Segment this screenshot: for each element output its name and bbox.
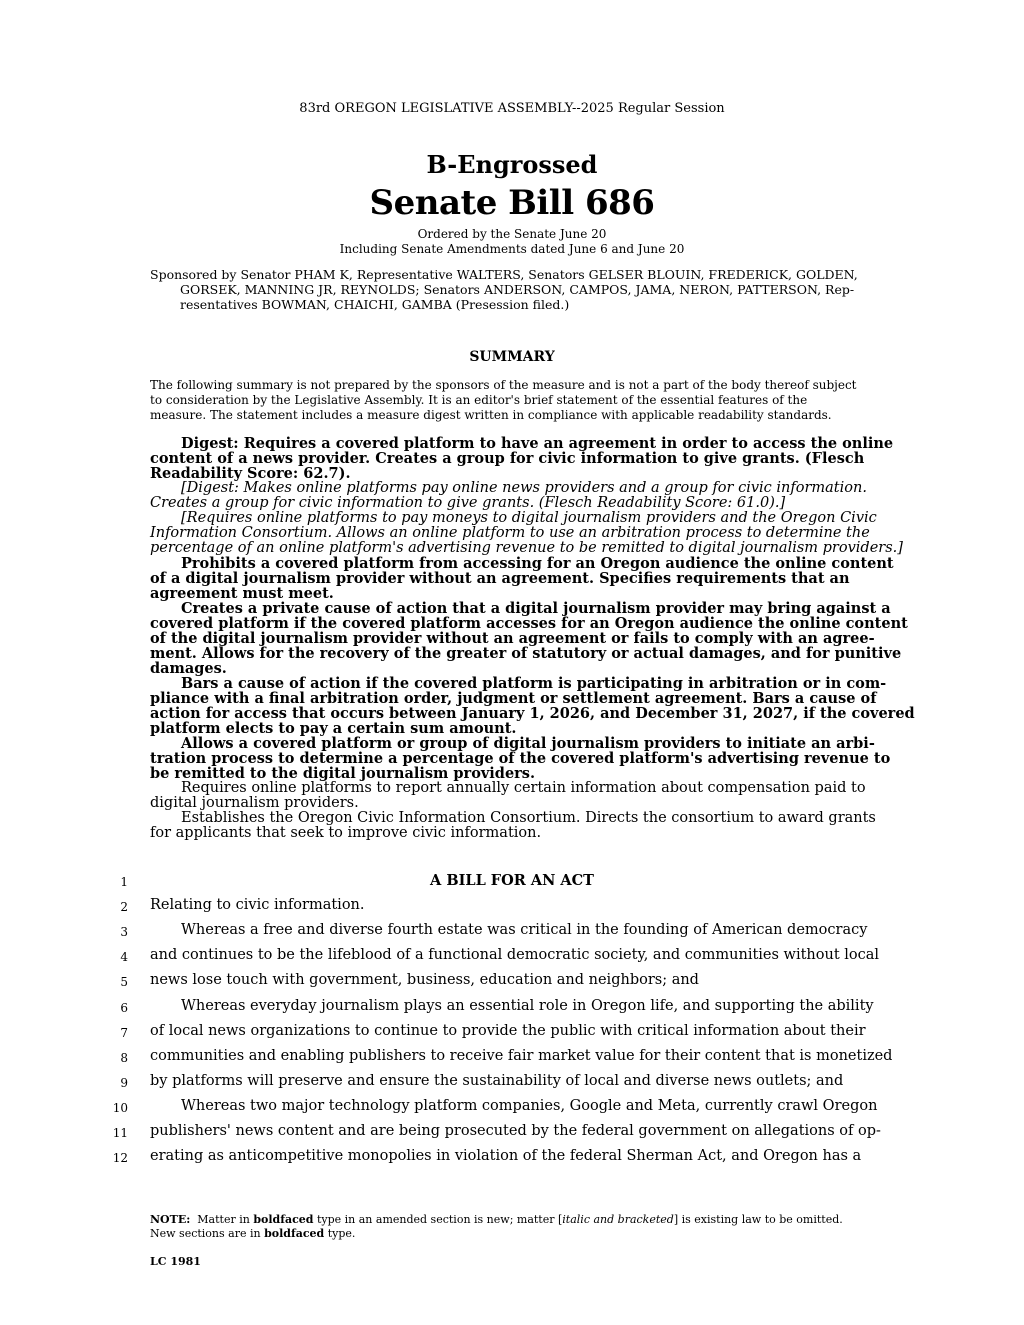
line-number: 7 — [120, 1026, 128, 1040]
bill-text-line: news lose touch with government, business, education and neighbors; and — [150, 972, 699, 988]
note-text: type in an amended section is new; matter [ — [316, 1213, 563, 1226]
digest-line: pliance with a final arbitration order, judgment or settlement agreement. Bars a cause of — [150, 690, 877, 707]
sponsors-line: Sponsored by Senator PHAM K, Representative WALTERS, Senators GELSER BLOUIN, FREDERICK, GOLDEN, — [150, 267, 858, 282]
digest-line: agreement must meet. — [150, 585, 334, 602]
digest-line: [Digest: Makes online platforms pay online news providers and a group for civic information. — [181, 480, 867, 496]
digest-line: Information Consortium. Allows an online platform to use an arbitration process to determine the — [150, 525, 870, 541]
summary-intro-line: to consideration by the Legislative Assembly. It is an editor's brief statement of the essential features of the — [150, 393, 808, 407]
line-number: 2 — [120, 900, 128, 914]
digest-line: Bars a cause of action if the covered platform is participating in arbitration or in com- — [181, 675, 887, 692]
sponsors-line: resentatives BOWMAN, CHAICHI, GAMBA (Presession filed.) — [180, 297, 570, 312]
ordered-info — [0, 227, 1024, 257]
digest-line: Establishes the Oregon Civic Information Consortium. Directs the consortium to award grants — [181, 810, 876, 826]
measure-digest — [150, 435, 915, 841]
line-number: 1 — [120, 875, 128, 889]
amendments-line: Including Senate Amendments dated June 6 and June 20 — [339, 242, 685, 256]
digest-line: digital journalism providers. — [150, 795, 359, 811]
note-italic-words: italic and bracketed — [562, 1213, 674, 1226]
digest-line: content of a news provider. Creates a group for civic information to give grants. (Flesch — [150, 450, 865, 467]
bill-text-line: of local news organizations to continue to provide the public with critical information about their — [150, 1023, 866, 1039]
note-label: NOTE: — [150, 1213, 191, 1226]
line-number: 9 — [120, 1076, 128, 1090]
bill-text-line: publishers' news content and are being prosecuted by the federal government on allegations of op- — [150, 1123, 881, 1139]
bill-text-line: and continues to be the lifeblood of a functional democratic society, and communities without local — [150, 947, 880, 963]
line-number: 12 — [112, 1151, 128, 1165]
summary-intro — [150, 378, 895, 423]
digest-line: for applicants that seek to improve civic information. — [150, 825, 542, 841]
digest-line: [Requires online platforms to pay moneys to digital journalism providers and the Oregon Civic — [181, 510, 877, 526]
summary-heading: SUMMARY — [469, 349, 555, 365]
summary-intro-line: The following summary is not prepared by the sponsors of the measure and is not a part of the body thereof subject — [150, 378, 857, 392]
bill-text-line: Whereas everyday journalism plays an essential role in Oregon life, and supporting the ability — [181, 998, 874, 1014]
note-text: New sections are in — [150, 1227, 261, 1240]
digest-line: Creates a private cause of action that a digital journalism provider may bring against a — [181, 600, 891, 617]
line-number: 4 — [120, 950, 128, 964]
bill-title: Senate Bill 686 — [369, 183, 655, 223]
bill-text-line: Relating to civic information. — [150, 897, 365, 913]
digest-line: ment. Allows for the recovery of the greater of statutory or actual damages, and for punitive — [150, 645, 902, 662]
digest-line: Prohibits a covered platform from accessing for an Oregon audience the online content — [181, 555, 894, 572]
sponsors-block — [150, 267, 895, 312]
note-line-1 — [150, 1213, 843, 1227]
line-number: 5 — [120, 975, 128, 989]
bill-for-an-act-heading: A BILL FOR AN ACT — [430, 872, 594, 889]
digest-line: Allows a covered platform or group of digital journalism providers to initiate an arbi- — [181, 735, 875, 752]
bill-text-line: erating as anticompetitive monopolies in violation of the federal Sherman Act, and Oregon has a — [150, 1148, 862, 1164]
digest-line: of a digital journalism provider without an agreement. Specifies requirements that an — [150, 570, 850, 587]
bill-text-line: communities and enabling publishers to receive fair market value for their content that is monetized — [150, 1048, 893, 1064]
digest-line: Readability Score: 62.7). — [150, 465, 351, 482]
ordered-line: Ordered by the Senate June 20 — [417, 227, 607, 241]
lc-number: LC 1981 — [150, 1255, 201, 1268]
line-number: 11 — [112, 1126, 128, 1140]
digest-line: tration process to determine a percentage of the covered platform's advertising revenue to — [150, 750, 891, 767]
digest-line: platform elects to pay a certain sum amount. — [150, 720, 517, 737]
digest-line: Digest: Requires a covered platform to have an agreement in order to access the online — [181, 435, 894, 452]
engrossed-label: B-Engrossed — [426, 150, 598, 179]
digest-line: Creates a group for civic information to give grants. (Flesch Readability Score: 61.0).] — [150, 495, 786, 511]
note-bold-word: boldfaced — [253, 1213, 314, 1226]
line-number: 3 — [120, 925, 128, 939]
sponsors-line: GORSEK, MANNING JR, REYNOLDS; Senators ANDERSON, CAMPOS, JAMA, NERON, PATTERSON, Rep- — [180, 282, 855, 297]
digest-line: action for access that occurs between January 1, 2026, and December 31, 2027, if the covered — [150, 705, 915, 722]
footer-note — [150, 1213, 843, 1241]
bill-text-line: Whereas a free and diverse fourth estate was critical in the founding of American democracy — [181, 922, 868, 938]
note-line-2 — [150, 1227, 843, 1241]
digest-line: damages. — [150, 660, 227, 677]
note-text: type. — [327, 1227, 356, 1240]
note-bold-word: boldfaced — [264, 1227, 325, 1240]
digest-line: percentage of an online platform's advertising revenue to be remitted to digital journalism providers.] — [150, 540, 903, 556]
digest-line: covered platform if the covered platform accesses for an Oregon audience the online content — [150, 615, 908, 632]
line-number: 10 — [112, 1101, 128, 1115]
summary-intro-line: measure. The statement includes a measure digest written in compliance with applicable readability standards. — [150, 408, 832, 422]
line-number: 8 — [120, 1051, 128, 1065]
digest-line: be remitted to the digital journalism providers. — [150, 765, 536, 782]
note-text: Matter in — [197, 1213, 250, 1226]
digest-line: of the digital journalism provider without an agreement or fails to comply with an agree- — [150, 630, 875, 647]
bill-text-line: by platforms will preserve and ensure the sustainability of local and diverse news outlets; and — [150, 1073, 844, 1089]
note-text: ] is existing law to be omitted. — [673, 1213, 843, 1226]
bill-text-line: Whereas two major technology platform companies, Google and Meta, currently crawl Oregon — [181, 1098, 878, 1114]
assembly-session-header: 83rd OREGON LEGISLATIVE ASSEMBLY--2025 Regular Session — [299, 101, 725, 116]
digest-line: Requires online platforms to report annually certain information about compensation paid to — [181, 780, 866, 796]
line-number: 6 — [120, 1001, 128, 1015]
